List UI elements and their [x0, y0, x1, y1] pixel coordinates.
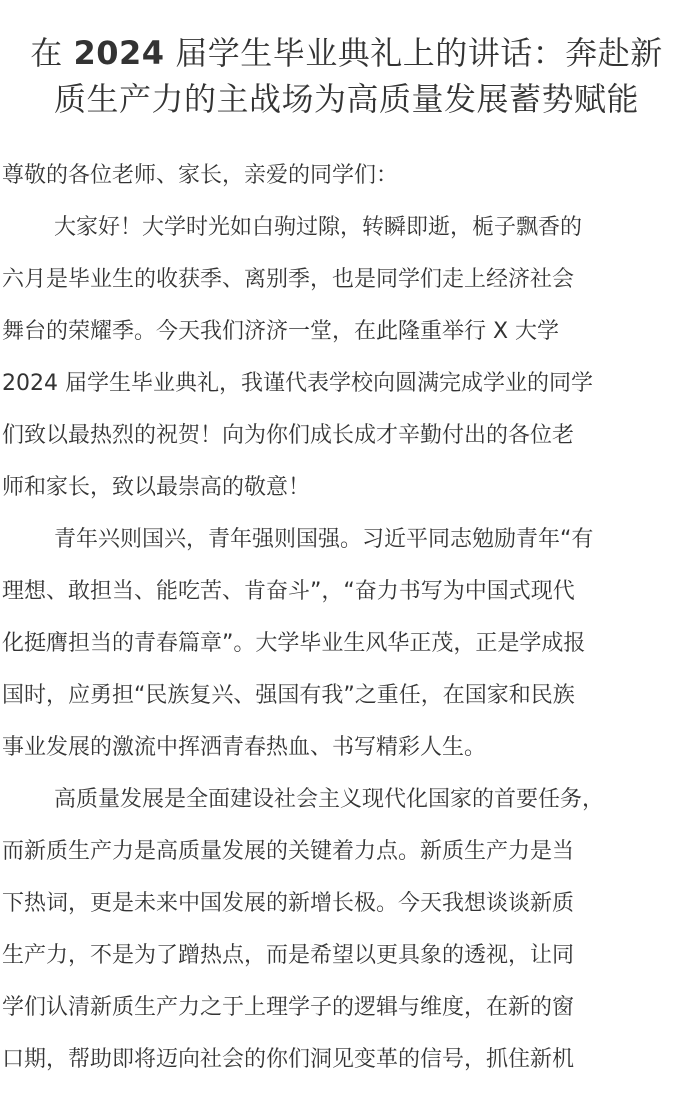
paragraph-line: 理想、敢担当、能吃苦、肯奋斗”，“奋力书写为中国式现代	[2, 579, 575, 604]
paragraph-line: 而新质生产力是高质量发展的关键着力点。新质生产力是当	[2, 839, 575, 864]
paragraph-line: 学们认清新质生产力之于上理学子的逻辑与维度，在新的窗	[2, 995, 575, 1020]
paragraph-line: 下热词，更是未来中国发展的新增长极。今天我想谈谈新质	[2, 891, 575, 916]
paragraph-line: 事业发展的激流中挥洒青春热血、书写精彩人生。	[2, 735, 487, 760]
paragraph-line: 化挺膺担当的青春篇章”。大学毕业生风华正茂，正是学成报	[2, 631, 586, 656]
paragraph-line: 们致以最热烈的祝贺！向为你们成长成才辛勤付出的各位老	[2, 423, 575, 448]
paragraph-greeting	[2, 202, 691, 514]
salutation	[2, 150, 691, 202]
title-suffix: 届学生毕业典礼上的讲话：奔赴新	[164, 34, 663, 72]
article-body	[2, 150, 691, 1086]
title-line-2: 质生产力的主战场为高质量发展蓄势赋能	[53, 80, 639, 118]
paragraph-line: 2024 届学生毕业典礼，我谨代表学校向圆满完成学业的同学	[2, 371, 593, 396]
paragraph-line: 大家好！大学时光如白驹过隙，转瞬即逝，栀子飘香的	[54, 215, 583, 240]
paragraph-line: 高质量发展是全面建设社会主义现代化国家的首要任务，	[54, 787, 605, 812]
article-title	[2, 0, 691, 122]
title-year: 2024	[73, 34, 165, 72]
paragraph-line: 口期，帮助即将迈向社会的你们洞见变革的信号，抓住新机	[2, 1047, 575, 1072]
paragraph-line: 舞台的荣耀季。今天我们济济一堂，在此隆重举行 X 大学	[2, 319, 560, 344]
paragraph-youth	[2, 514, 691, 774]
title-line-1	[2, 30, 691, 76]
paragraph-line: 国时，应勇担“民族复兴、强国有我”之重任，在国家和民族	[2, 683, 575, 708]
salutation-line: 尊敬的各位老师、家长，亲爱的同学们：	[2, 163, 399, 188]
paragraph-line: 师和家长，致以最崇高的敬意！	[2, 475, 311, 500]
paragraph-line: 青年兴则国兴，青年强则国强。习近平同志勉励青年“有	[54, 527, 594, 552]
paragraph-productivity	[2, 774, 691, 1086]
paragraph-line: 六月是毕业生的收获季、离别季，也是同学们走上经济社会	[2, 267, 575, 292]
title-prefix: 在	[30, 34, 74, 72]
paragraph-line: 生产力，不是为了蹭热点，而是希望以更具象的透视，让同	[2, 943, 575, 968]
